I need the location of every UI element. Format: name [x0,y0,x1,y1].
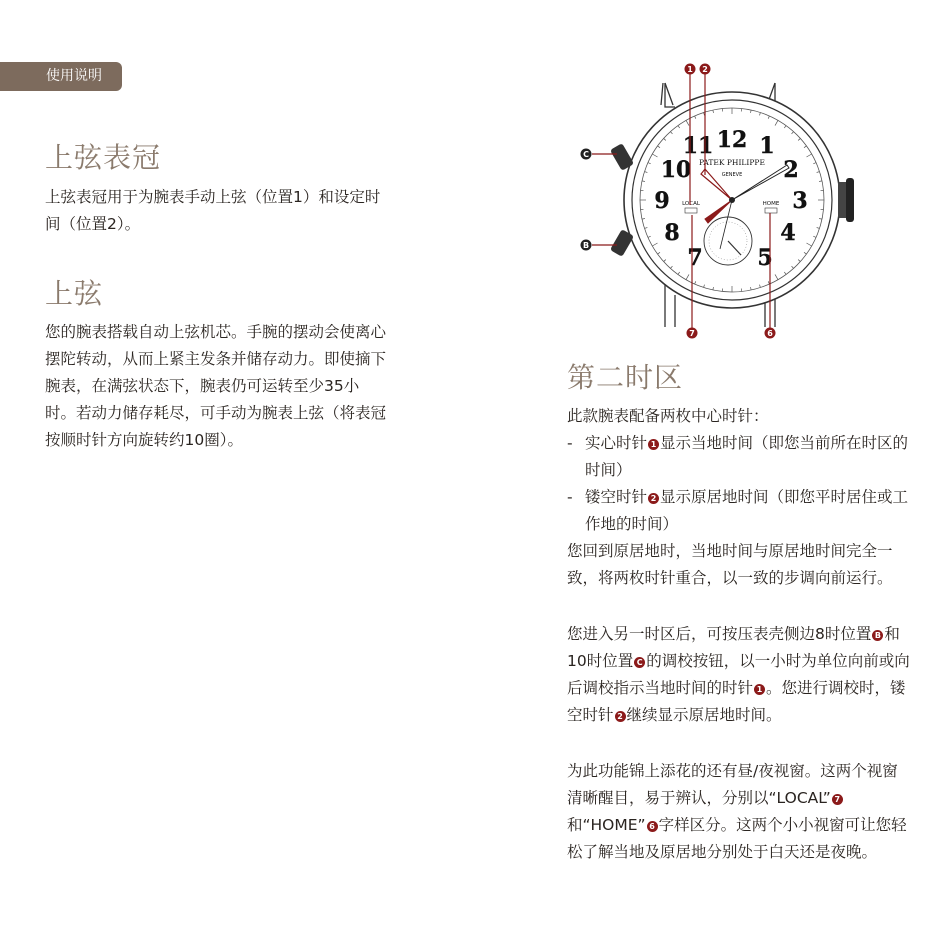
numeral-2: 2 [783,157,799,183]
numeral-7: 7 [687,245,703,271]
marker-b: B [872,630,883,641]
second-timezone-heading: 第二时区 [567,361,684,394]
callout-1: 1 [687,65,693,74]
brand-logo: PATEK PHILIPPE [699,158,765,167]
crown-icon [838,178,854,222]
numeral-9: 9 [654,188,670,214]
winding-heading: 上弦 [45,277,104,310]
callout-2: 2 [702,65,708,74]
numeral-1: 1 [759,133,775,159]
marker-2: 2 [648,493,659,504]
callout-6: 6 [767,329,773,338]
marker-6: 6 [647,821,658,832]
numeral-12: 12 [716,127,748,153]
numeral-11: 11 [682,133,714,159]
marker-c: C [634,657,645,668]
marker-1: 1 [754,684,765,695]
callout-b: B [582,241,590,250]
watch-diagram [555,55,875,355]
crown-paragraph: 上弦表冠用于为腕表手动上弦（位置1）和设定时间（位置2）。 [45,188,381,233]
crown-heading: 上弦表冠 [45,141,162,174]
hand-list [567,430,912,538]
section-tab: 使用说明 [0,62,122,91]
callout-c: C [583,150,589,159]
marker-7: 7 [832,794,843,805]
marker-1: 1 [648,439,659,450]
numeral-8: 8 [664,220,680,246]
intro-text: 此款腕表配备两枚中心时针： [567,407,769,425]
home-window-label: HOME [762,201,780,207]
adjust-paragraph: 您进入另一时区后，可按压表壳侧边8时位置 B 和10时位置 C 的调校按钮，以一小时为单位向前或向后调校指示当地时间的时针 1 。您进行调校时，镂空时针 2 继续显示原居地时间。 [567,625,910,724]
winding-paragraph: 您的腕表搭载自动上弦机芯。手腕的摆动会使离心摆陀转动，从而上紧主发条并储存动力。即使摘下腕表，在满弦状态下，腕表仍可运转至少35小时。若动力储存耗尽，可手动为腕表上弦（将表冠按顺时针方向旋转约10圈）。 [45,323,387,449]
second-timezone-body [567,403,912,592]
numeral-10: 10 [660,157,692,183]
numeral-4: 4 [780,220,796,246]
callout-7: 7 [689,329,695,338]
day-night-paragraph: 为此功能锦上添花的还有昼/夜视窗。这两个视窗清晰醒目，易于辨认，分别以“LOCAL” 7和“HOME” 6 字样区分。这两个小小视窗可让您轻松了解当地及原居地分别处于白天还是夜晚。 [567,762,907,861]
numeral-3: 3 [792,188,808,214]
local-window-label: LOCAL [682,201,700,207]
numeral-5: 5 [757,245,773,271]
city-label: GENEVE [721,172,743,178]
list-item: - 镂空时针 2 显示原居地时间（即您平时居住或工作地的时间） [567,484,912,538]
list-item: - 实心时针 1 显示当地时间（即您当前所在时区的时间） [567,430,912,484]
home-sync-paragraph: 您回到原居地时，当地时间与原居地时间完全一致，将两枚时针重合，以一致的步调向前运行。 [567,542,893,587]
marker-2: 2 [615,711,626,722]
